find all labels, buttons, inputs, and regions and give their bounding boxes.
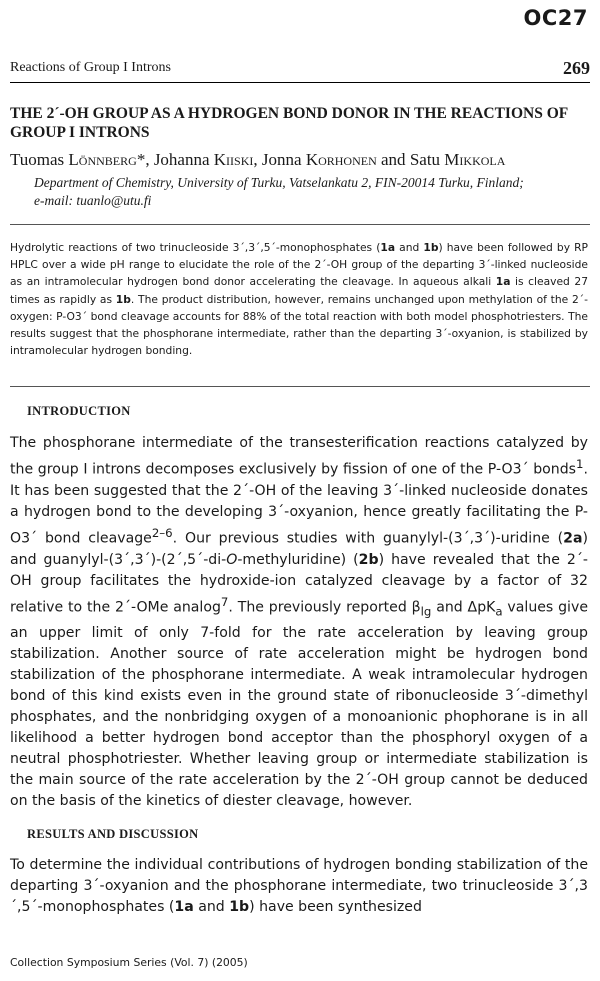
compound-ref: 2b (358, 551, 379, 568)
author-first-name: Johanna (153, 150, 214, 169)
affiliation-address: Department of Chemistry, University of Turku, Vatselankatu 2, FIN-20014 Turku, Finland; (34, 175, 524, 190)
results-paragraph: To determine the individual contributions of hydrogen bonding stabilization of the departing 3´-oxyanion and the phosphorane intermediate, two trinucleoside 3´,3´,5´-monophosphates (1a and 1b) have been synthesized (10, 857, 588, 916)
author-first-name: Satu (409, 150, 445, 169)
author-last-name: Mikkola (444, 150, 506, 169)
page-footer: Collection Symposium Series (Vol. 7) (2005) (10, 956, 248, 969)
reference-mark: 2–6 (151, 526, 173, 541)
compound-ref: 1a (174, 899, 194, 916)
article-title: THE 2´-OH GROUP AS A HYDROGEN BOND DONOR IN THE REACTIONS OF GROUP I INTRONS (10, 105, 568, 141)
author-first-name: Tuomas (10, 150, 69, 169)
author-last-name: Korhonen (305, 150, 377, 169)
abstract-text: Hydrolytic reactions of two trinucleoside 3´,3´,5´-monophosphates (1a and 1b) have been followed by RP HPLC over a wide pH range to elucidate the role of the 2´-OH group of the departing 3´-linked nucleoside as an intramolecular hydrogen bond donor accelerating the cleavage. In aqueous alkali 1a is cleaved 27 times as rapidly as 1b. The product distribution, however, remains unchanged upon methylation of the 2´-oxygen: P-O3´ bond cleavage accounts for 88% of the total reaction with both model phosphotriesters. The results suggest that the phosphorane intermediate, rather than the departing 3´-oxyanion, is stabilized by intramolecular hydrogen bonding. (10, 241, 589, 358)
compound-ref: 1b (229, 899, 250, 916)
header-rule (10, 82, 590, 83)
running-title: Reactions of Group I Introns (10, 60, 171, 75)
affiliation-email: e-mail: tuanlo@utu.fi (34, 193, 152, 208)
abstract-rule-bottom (10, 386, 590, 387)
author-list: Tuomas Lönnberg*, Johanna Kiiski, Jonna Korhonen and Satu Mikkola (10, 150, 506, 169)
compound-ref: 1b (115, 292, 131, 306)
abstract-code: OC27 (523, 6, 588, 30)
compound-ref: 2a (563, 530, 583, 547)
affiliation (34, 174, 574, 210)
author-first-name: Jonna (261, 150, 306, 169)
section-heading-results: RESULTS AND DISCUSSION (27, 827, 199, 841)
introduction-paragraph: The phosphorane intermediate of the transesterification reactions catalyzed by the group I introns decomposes exclusively by fission of one of the P-O3´ bonds$^1$. It has been suggested that the 2´-OH of the leaving 3´-linked nucleoside donates a hydrogen bond to the developing 3´-oxyanion, hence greatly facilitating the P-O3´ bond cleavage$^{2-6}$. Our previous studies with guanylyl-(3´,3´)-uridine (2a) and guanylyl-(3´,3´)-(2´,5´-di-O-methyluridine) (2b) have revealed that the 2´-OH group facilitates the hydroxide-ion catalyzed cleavage by a factor of 32 relative to the 2´-OMe analog$^7$. The previously reported $\beta_{lg}$ and ΔpK$_a$ values give an upper limit of only 7-fold for the rate acceleration by leaving group stabilization. Another source of rate acceleration might be hydrogen bond stabilization of the phosphorane intermediate. A weak intramolecular hydrogen bond of this kind exists even in the ground state of ribonucleoside 3´-dimethyl phosphates, and the nonbridging oxygen of a monoanionic phophorane is in all likelihood a better hydrogen bond acceptor than the phosphoryl oxygen of a neutral phosphotriester. Whether leaving group or intermediate stabilization is the main source of the rate acceleration by the 2´-OH group cannot be deduced on the basis of the kinetics of diester cleavage, however. (10, 435, 589, 810)
compound-ref: 1a (495, 275, 511, 289)
author-last-name: Lönnberg (68, 150, 137, 169)
abstract-rule-top (10, 224, 590, 225)
page-number: 269 (563, 58, 590, 78)
running-header (10, 58, 590, 80)
compound-ref: 1b (423, 241, 439, 254)
section-heading-introduction: INTRODUCTION (27, 404, 131, 418)
reference-mark: 1 (576, 457, 584, 472)
corresponding-author-mark: * (136, 150, 146, 169)
reference-mark: 7 (220, 595, 229, 610)
compound-ref: 1a (380, 241, 396, 254)
author-last-name: Kiiski (213, 150, 254, 169)
